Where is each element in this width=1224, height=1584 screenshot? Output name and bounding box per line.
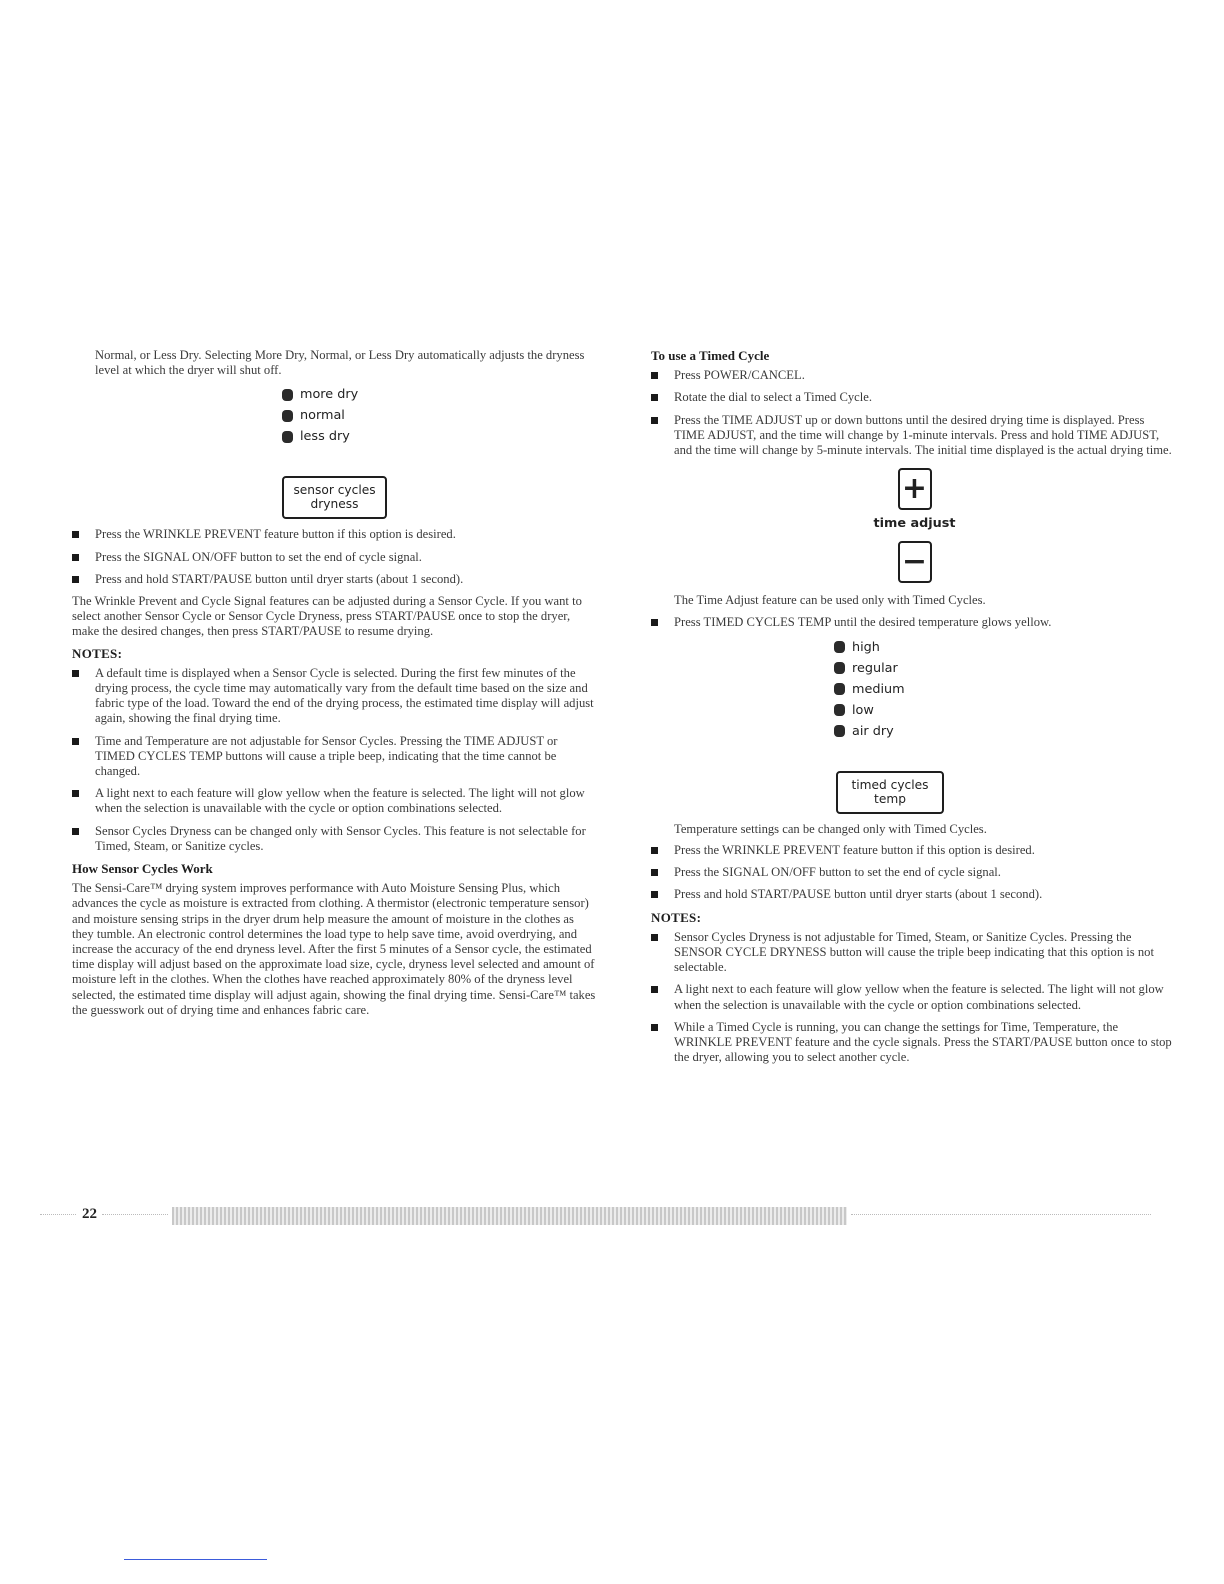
minus-icon: − [898,541,932,583]
list-item: While a Timed Cycle is running, you can change the settings for Time, Temperature, the WRINKLE PREVENT feature and the cycle signals. Press the START/PAUSE button once to stop the dryer, allowing you to select another cycle. [651,1020,1178,1066]
list-item: Sensor Cycles Dryness can be changed only with Sensor Cycles. This feature is not selectable for Timed, Steam, or Sanitize cycles. [72,824,598,854]
notes-heading: NOTES: [651,909,702,925]
time-adjust-control [651,468,1178,583]
section-heading: How Sensor Cycles Work [72,861,213,877]
indicator-light-icon [834,725,845,737]
time-adjust-note: The Time Adjust feature can be used only with Timed Cycles. [674,593,986,608]
plus-icon: + [898,468,932,510]
indicator-light-icon [282,410,293,422]
intro-paragraph: Normal, or Less Dry. Selecting More Dry, Normal, or Less Dry automatically adjusts the dryness level at which the dryer will shut off. [95,348,585,378]
timed-steps-list-2 [651,843,1178,903]
dryness-options [282,384,598,447]
timed-steps-list [651,368,1178,458]
how-paragraph: The Sensi-Care™ drying system improves performance with Auto Moisture Sensing Plus, which advances the cycle as moisture is extracted from clothing. A thermistor (electronic temperature sensor) and moisture sensing strips in the dryer drum help measure the amount of moisture in the clothes as they tumble. An electronic control determines the load type to help save time, avoid overdrying, and increase the accuracy of the end dryness level. After the first 5 minutes of a Sensor cycle, the estimated time display will adjust based on the approximate load size, cycle, dryness level selected and amount of moisture left in the clothes. When the clothes have reached approximately 80% of the dryness level selected, the estimated time display will adjust again, showing the final drying time. Sensi-Care™ takes the guesswork out of drying time and enhances fabric care. [72,881,596,1017]
list-item: Press POWER/CANCEL. [651,368,1178,383]
list-item: Press the SIGNAL ON/OFF button to set the end of cycle signal. [651,865,1178,880]
timed-cycles-temp-button: timed cycles temp [836,771,944,814]
indicator-light-icon [282,389,293,401]
sensor-steps-list [72,527,598,587]
list-item: Press the WRINKLE PREVENT feature button if this option is desired. [72,527,598,542]
temp-step-list [651,615,1178,630]
time-adjust-label: time adjust [873,516,956,532]
indicator-light-icon [834,662,845,674]
list-item: Press the SIGNAL ON/OFF button to set the end of cycle signal. [72,550,598,565]
temperature-option: air dry [834,721,1178,742]
page-number: 22 [82,1206,97,1222]
indicator-light-icon [834,641,845,653]
list-item: Press the WRINKLE PREVENT feature button if this option is desired. [651,843,1178,858]
left-column [72,348,598,1024]
page-footer [0,1200,1224,1230]
list-item: Time and Temperature are not adjustable for Sensor Cycles. Pressing the TIME ADJUST or TIMED CYCLES TEMP buttons will cause a triple beep, indicating that the time cannot be changed. [72,734,598,780]
footer-divider [40,1214,76,1215]
notes-list [651,930,1178,1066]
dryness-option: more dry [282,384,598,405]
section-heading: To use a Timed Cycle [651,348,770,363]
temperature-options [834,637,1178,742]
indicator-light-icon [834,683,845,695]
footer-divider [102,1214,168,1215]
list-item: Press the TIME ADJUST up or down buttons until the desired drying time is displayed. Press TIME ADJUST, and the time will change by 1-minute intervals. Press and hold TIME ADJUST, and the time will change by 5-minute intervals. The initial time displayed is the actual drying time. [651,413,1178,459]
list-item: Press and hold START/PAUSE button until dryer starts (about 1 second). [651,887,1178,902]
bottom-rule [124,1559,267,1560]
notes-heading: NOTES: [72,645,123,661]
temperature-option: high [834,637,1178,658]
adjust-paragraph: The Wrinkle Prevent and Cycle Signal features can be adjusted during a Sensor Cycle. If you want to select another Sensor Cycle or Sensor Cycle Dryness, press START/PAUSE once to stop the dryer, make the desired changes, then press START/PAUSE to resume drying. [72,594,582,639]
list-item: A light next to each feature will glow yellow when the feature is selected. The light will not glow when the selection is unavailable with the cycle or option combinations selected. [72,786,598,816]
footer-bar [172,1207,847,1225]
list-item: A default time is displayed when a Sensor Cycle is selected. During the first few minutes of the drying process, the cycle time may automatically vary from the default time based on the size and fabric type of the load. Toward the end of the drying process, the estimated time display will adjust again, showing the final drying time. [72,666,598,727]
temp-note: Temperature settings can be changed only with Timed Cycles. [674,821,987,836]
footer-divider [851,1214,1151,1215]
indicator-light-icon [834,704,845,716]
list-item: A light next to each feature will glow yellow when the feature is selected. The light will not glow when the selection is unavailable with the cycle or option combinations selected. [651,982,1178,1012]
temperature-option: medium [834,679,1178,700]
temperature-option: regular [834,658,1178,679]
dryness-option: less dry [282,426,598,447]
list-item: Press TIMED CYCLES TEMP until the desired temperature glows yellow. [651,615,1178,630]
notes-list [72,666,598,854]
temperature-option: low [834,700,1178,721]
dryness-option: normal [282,405,598,426]
indicator-light-icon [282,431,293,443]
list-item: Rotate the dial to select a Timed Cycle. [651,390,1178,405]
list-item: Sensor Cycles Dryness is not adjustable for Timed, Steam, or Sanitize Cycles. Pressing the SENSOR CYCLE DRYNESS button will cause the triple beep indicating that this option is not selectable. [651,930,1178,976]
sensor-cycles-dryness-button: sensor cycles dryness [282,476,387,519]
right-column [651,348,1178,1072]
list-item: Press and hold START/PAUSE button until dryer starts (about 1 second). [72,572,598,587]
